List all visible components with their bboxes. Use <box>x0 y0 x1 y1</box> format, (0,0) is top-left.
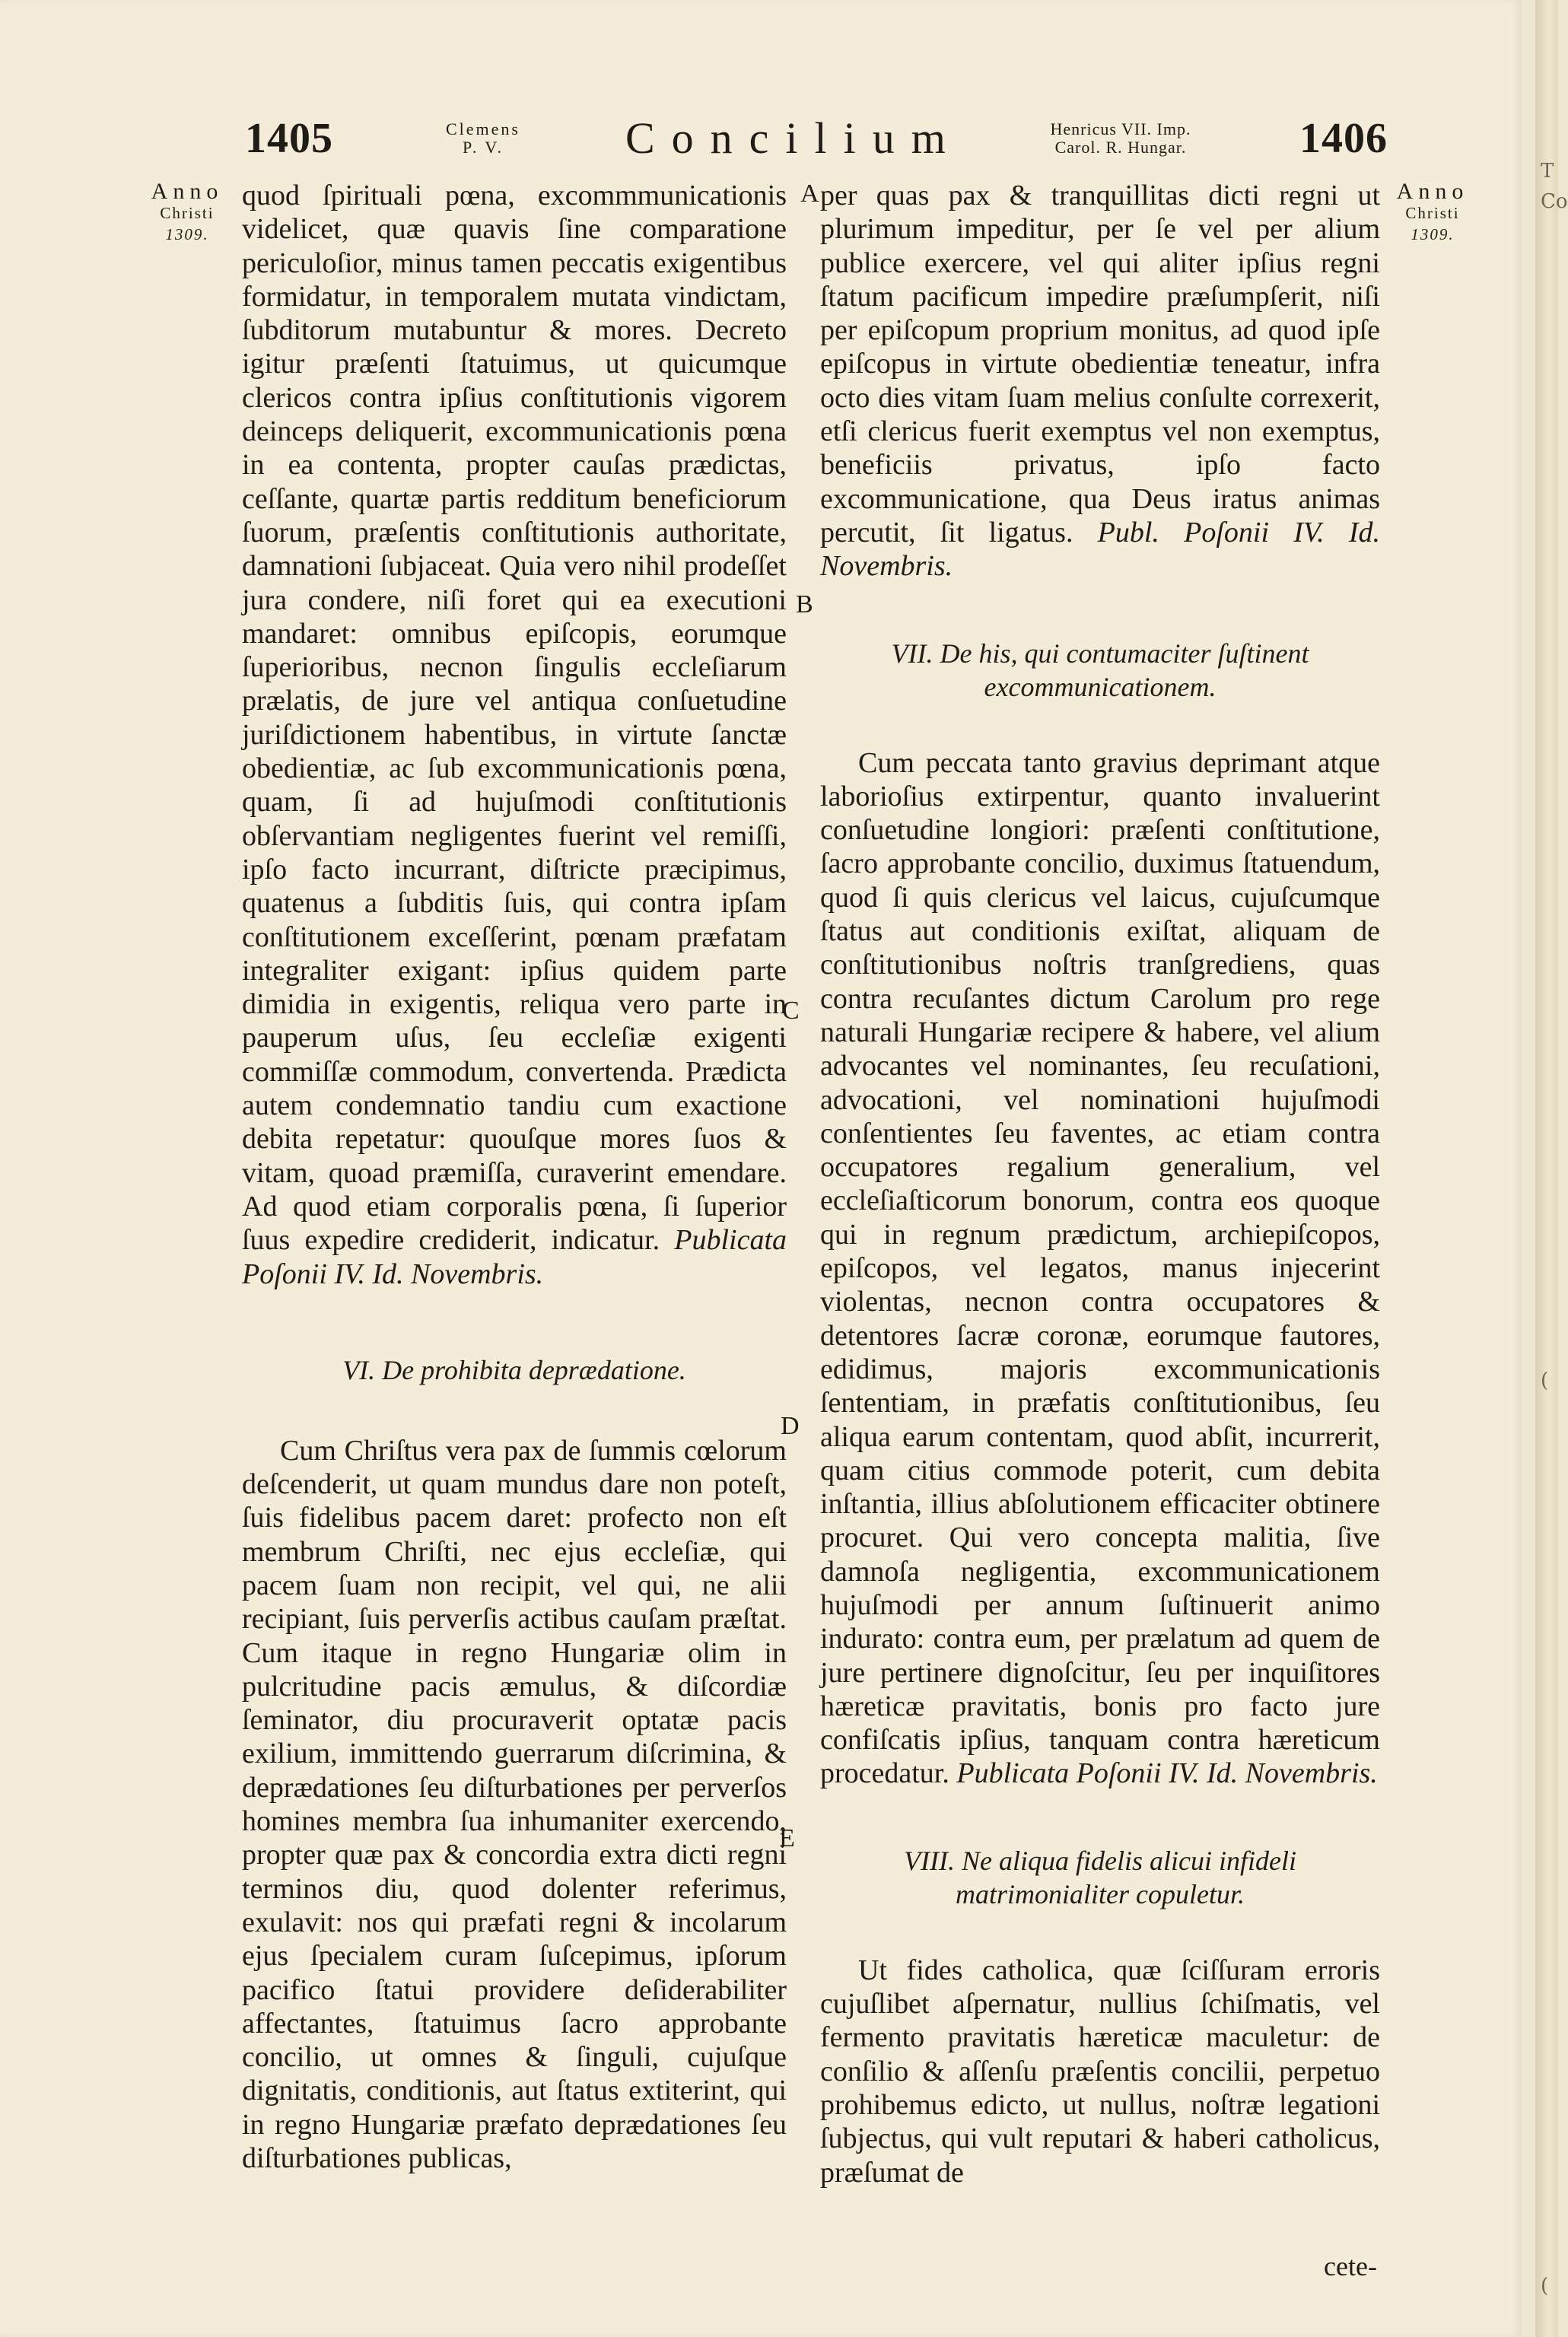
publication-note: Publ. Poſonii IV. Id. Novembris. <box>820 516 1381 583</box>
paragraph-constitution-vi-end <box>820 179 1380 583</box>
right-running-head <box>1003 120 1239 157</box>
running-head-pope-number: P. V. <box>463 138 504 157</box>
edge-mark-2: Co <box>1541 190 1568 213</box>
page-title: Concilium <box>625 113 962 163</box>
right-column <box>820 179 1380 2189</box>
running-head-emperor: Henricus VII. Imp. <box>1050 119 1191 138</box>
margin-year: 1309. <box>165 225 209 243</box>
paragraph-constitution-vii <box>820 746 1380 1791</box>
section-heading-viii: VIII. Ne aliqua fidelis alicui infideli matrimonialiter copuletur. <box>904 1845 1296 1909</box>
paragraph-constitution-vi: Cum Chriſtus vera pax de ſummis cœlorum deſcenderit, ut quam mundus dare non poteſt, ſuis fidelibus pacem daret: profecto non eſt membrum Chriſti, nec ejus eccleſiæ, qui pacem ſuam non recipit, vel qui, ne alii recipiant, ſuis perverſis actibus cauſam præſtat. Cum itaque in regno Hungariæ olim in pulcritudine pacis æmulus, & diſcordiæ ſeminator, diu procuraverit optatæ pacis exilium, immittendo guerrarum diſcrimina, & deprædationes ſeu diſturbationes per perverſos homines membra ſua inhumaniter exercendo, propter quæ pax & concordia extra dicti regni terminos diu, quod dolenter referimus, exulavit: nos qui præfati regni & incolarum ejus ſpecialem curam ſuſcepimus, ipſorum pacifico ſtatui providere deſiderabiliter affectantes, ſtatuimus ſacro approbante concilio, ut omnes & ſinguli, cujuſque dignitatis, conditionis, aut ſtatus extiterint, qui in regno Hungariæ præfato deprædationes ſeu diſturbationes publicas, <box>242 1434 787 2175</box>
edge-mark-3: ( <box>1541 1369 1549 1392</box>
margin-christi: Christi <box>1405 204 1460 222</box>
publication-note: Publicata Poſonii IV. Id. Novembris. <box>242 1224 787 1290</box>
section-heading-vii: VII. De his, qui contumaciter ſuſtinent excommunicationem. <box>891 638 1309 702</box>
margin-letter-e: E <box>779 1824 795 1852</box>
margin-letter-d: D <box>781 1412 800 1440</box>
paragraph-constitution-v-end <box>242 179 787 1291</box>
margin-letter-b: B <box>796 590 813 618</box>
section-heading-vi: VI. De prohibita deprædatione. <box>342 1354 686 1385</box>
running-head-pope: Clemens <box>446 119 520 138</box>
margin-letter-c: C <box>782 997 800 1025</box>
margin-christi: Christi <box>160 204 215 222</box>
left-running-head <box>411 120 555 157</box>
running-head-king: Carol. R. Hungar. <box>1054 138 1187 157</box>
left-column <box>242 179 787 2175</box>
catchword: cete- <box>1324 2251 1377 2281</box>
publication-note: Publicata Poſonii IV. Id. Novembris. <box>956 1757 1378 1790</box>
margin-year: 1309. <box>1411 225 1455 243</box>
right-margin-year <box>1383 181 1482 245</box>
paragraph-text: quod ſpirituali pœna, excommmunicationis videlicet, quæ quavis ſine comparatione periculoſior, minus tamen peccatis exigentibus formidatur, in temporalem mutata vindictam, ſubditorum mutabuntur & mores. Decreto igitur præſenti ſtatuimus, ut quicumque clericos contra ipſius conſtitutionis vigorem deinceps deliquerit, excommunicationis pœna in ea contenta, propter cauſas prædictas, ceſſante, quartæ partis redditum beneficiorum ſuorum, præſentis conſtitutionis authoritate, damnationi ſubjaceat. Quia vero nihil prodeſſet jura condere, niſi foret qui ea executioni mandaret: omnibus epiſcopis, eorumque ſuperioribus, necnon ſingulis eccleſiarum prælatis, de jure vel antiqua conſuetudine juriſdictionem habentibus, in virtute ſanctæ obedientiæ, ac ſub excommunicationis pœna, quam, ſi ad hujuſmodi conſtitutionis obſervantiam negligentes fuerint vel remiſſi, ipſo facto incurrant, diſtricte præcipimus, quatenus a ſubditis ſuis, qui contra ipſam conſtitutionem exceſſerint, pœnam præfatam integraliter exigant: ipſius quidem parte dimidia in exigentis, reliqua vero parte in pauperum uſus, ſeu eccleſiæ exigenti commiſſæ commodum, convertenda. Prædicta autem condemnatio tandiu cum exactione debita repetatur: quouſque mores ſuos & vitam, quoad præmiſſa, curaverint emendare. Ad quod etiam corporalis pœna, ſi ſuperior ſuus expedire crediderit, indicatur. <box>242 180 787 1257</box>
left-margin-year <box>134 181 240 245</box>
edge-mark-1: T <box>1541 160 1554 183</box>
paragraph-text: Cum peccata tanto gravius deprimant atque laborioſius extirpentur, quanto invaluerint conſuetudine longiori: præſenti conſtitutione, ſacro approbante concilio, duximus ſtatuendum, quod ſi quis clericus vel laicus, cujuſcumque ſtatus aut conditionis exiſtat, aliquam de conſtitutionibus noſtris tranſgrediens, quas contra recuſantes dictum Carolum pro rege naturali Hungariæ recipere & habere, vel alium advocantes vel nominantes, ſeu recuſationi, advocationi, vel nominationi hujuſmodi conſentientes ſeu faventes, ac etiam contra occupatores regalium generalium, vel eccleſiaſticorum bonorum, contra eos quoque qui in regnum prædictum, archiepiſcopos, epiſcopos, vel legatos, manus injecerint violentas, necnon contra occupatores & detentores ſacræ coronæ, eorumque fautores, edidimus, majoris excommunicationis ſententiam, in præfatis conſtitutionibus, ſeu aliqua earum contentam, quod abſit, incurrerit, quam citius commode poterit, cum debita inſtantia, illius abſolutionem efficaciter obtinere procuret. Qui vero concepta malitia, ſive damnoſa negligentia, excommunicationem hujuſmodi per annum ſuſtinuerit animo indurato: contra eum, per prælatum ad quem de jure pertinere dignoſcitur, ſeu per inquiſitores hæreticæ pravitatis, bonis pro facto jure confiſcatis ipſius, tanquam contra hæreticum procedatur. <box>820 746 1380 1790</box>
margin-anno: Anno <box>1396 179 1469 204</box>
paragraph-constitution-viii: Ut fides catholica, quæ ſciſſuram erroris cujuſlibet aſpernatur, nullius ſchiſmatis, vel fermento pravitatis hæreticæ maculetur: de conſilio & aſſenſu præſentis concilii, perpetuo prohibemus edicto, ut nullus, noſtræ legationi ſubjectus, qui vult reputari & haberi catholicus, præſumat de <box>820 1954 1380 2189</box>
edge-mark-4: ( <box>1541 2275 1549 2297</box>
right-page-number: 1406 <box>1299 115 1388 162</box>
left-page-number: 1405 <box>245 115 333 162</box>
margin-letter-a: A <box>800 180 819 208</box>
margin-anno: Anno <box>151 179 224 204</box>
facing-page-edge <box>1535 0 1558 2337</box>
paragraph-text: per quas pax & tranquillitas dicti regni ut plurimum impeditur, per ſe vel per alium publice exercere, vel qui aliter ipſius regni ſtatum pacificum impedire præſumpſerit, niſi per epiſcopum proprium monitus, ad quod ipſe epiſcopus in virtute obedientiæ teneatur, infra octo dies vitam ſuam melius conſulte correxerit, etſi clericus fuerit exemptus vel non exemptus, beneficiis privatus, ipſo facto excommunicatione, qua Deus iratus animas percutit, ſit ligatus. <box>820 180 1380 548</box>
